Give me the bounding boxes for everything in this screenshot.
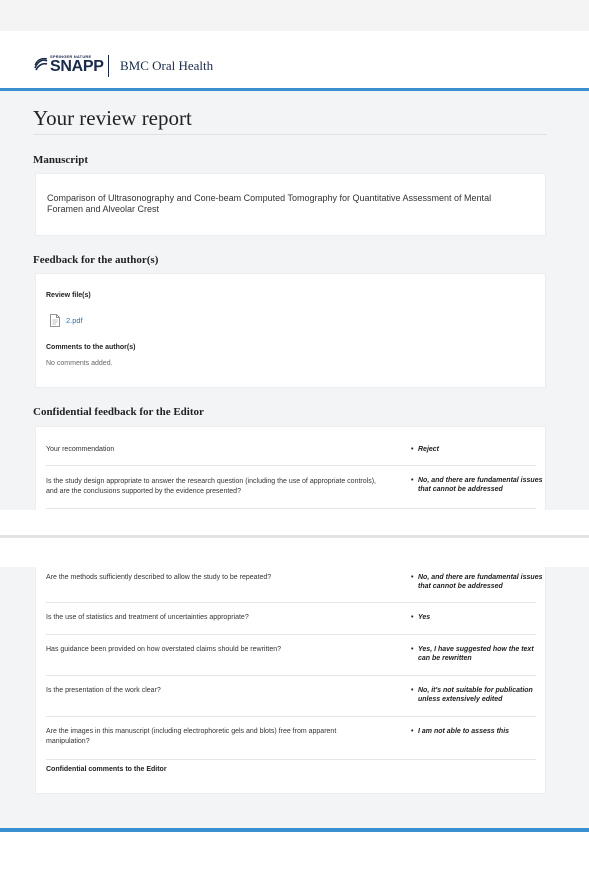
top-strip (0, 0, 589, 31)
question-text: Are the methods sufficiently described to allow the study to be repeated? (46, 574, 272, 581)
question-row (46, 603, 536, 635)
footer (0, 832, 589, 871)
manuscript-heading: Manuscript (33, 154, 88, 166)
question-text: Is the study design appropriate to answer the research question (including the use of appropriate controls), and are the conclusions supported by the evidence presented? (46, 478, 376, 495)
question-row (46, 676, 536, 717)
page-break-line (0, 535, 589, 538)
header-divider (108, 55, 109, 77)
editor-feedback-heading: Confidential feedback for the Editor (33, 406, 204, 418)
question-row (46, 427, 536, 466)
author-feedback-card (35, 273, 546, 388)
answer-text: • Yes, I have suggested how the text can be rewritten (418, 646, 543, 663)
answer-text: • No, and there are fundamental issues that cannot be addressed (418, 477, 543, 494)
title-divider (33, 134, 547, 135)
review-file-link[interactable]: 2.pdf (66, 316, 83, 325)
editor-feedback-card-top (35, 426, 546, 510)
manuscript-title: Comparison of Ultrasonography and Cone-beam Computed Tomography for Quantitative Assessment of Mental Foramen and Alveolar Crest (47, 193, 492, 214)
comments-to-author-label: Comments to the author(s) (46, 344, 136, 351)
pdf-file-icon (50, 314, 60, 327)
comments-to-author-value: No comments added. (46, 360, 113, 367)
brand-name: SNAPP (50, 58, 104, 75)
springer-swirl-icon (33, 56, 49, 72)
answer-text: • No, it's not suitable for publication unless extensively edited (418, 687, 543, 704)
question-row (46, 717, 536, 760)
question-text: Is the use of statistics and treatment of uncertainties appropriate? (46, 614, 249, 621)
snapp-logo[interactable] (33, 54, 104, 78)
author-feedback-heading: Feedback for the author(s) (33, 254, 159, 266)
question-text: Is the presentation of the work clear? (46, 687, 161, 694)
header-accent-line (0, 88, 589, 91)
question-row (46, 567, 543, 603)
page-break (0, 510, 589, 567)
question-text: Has guidance been provided on how overstated claims should be rewritten? (46, 646, 282, 653)
confidential-comments-label: Confidential comments to the Editor (46, 766, 167, 773)
answer-text: • Yes (418, 614, 543, 623)
editor-feedback-card-bottom (35, 567, 546, 794)
brand-small-text: SPRINGER NATURE (50, 54, 92, 59)
question-text: Are the images in this manuscript (including electrophoretic gels and blots) free from apparent manipulation? (46, 728, 337, 745)
question-text: Your recommendation (46, 446, 115, 453)
question-row (46, 466, 543, 509)
review-files-label: Review file(s) (46, 292, 91, 299)
answer-text: • No, and there are fundamental issues that cannot be addressed (418, 574, 543, 591)
answer-text: • Reject (418, 446, 543, 455)
page-title: Your review report (33, 106, 192, 130)
journal-name: BMC Oral Health (120, 58, 214, 73)
answer-text: • I am not able to assess this (418, 728, 543, 737)
manuscript-card (35, 173, 546, 236)
question-row (46, 635, 536, 676)
